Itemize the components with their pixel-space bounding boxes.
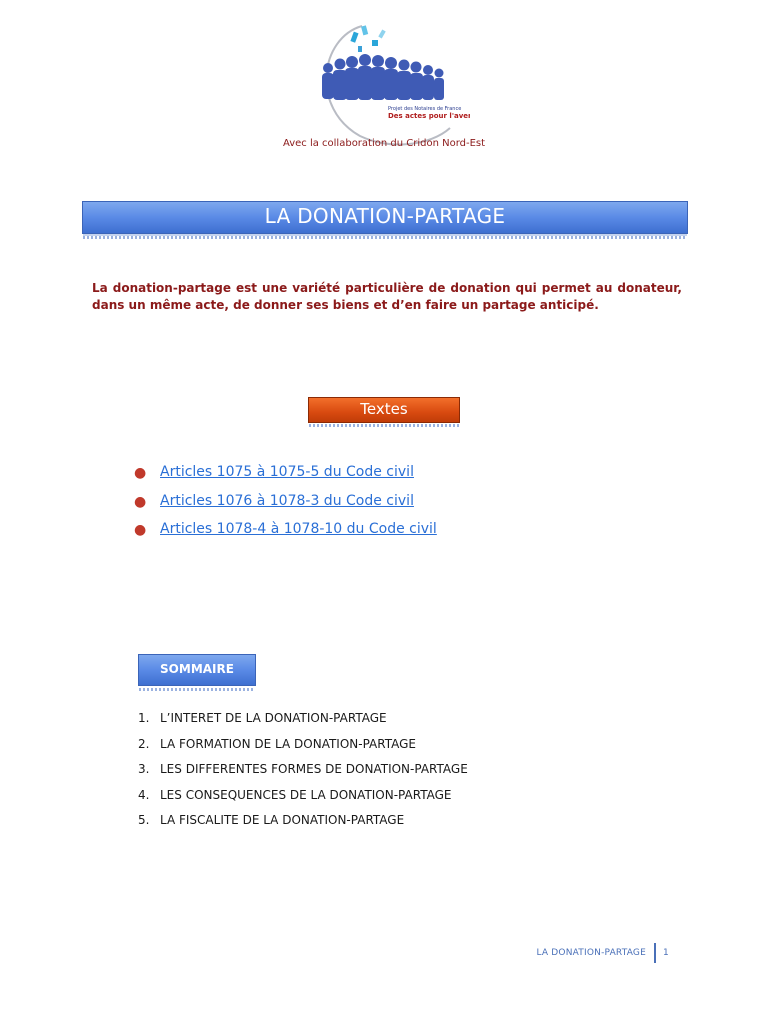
toc-item — [138, 788, 468, 814]
toc-number: 1. — [138, 711, 150, 725]
bullet-icon: ● — [134, 522, 147, 538]
logo-line2: Des actes pour l'avenir — [388, 112, 470, 120]
textes-heading: Textes — [308, 397, 460, 423]
toc-label: LA FISCALITE DE LA DONATION-PARTAGE — [160, 813, 405, 827]
page-number: 1 — [663, 948, 669, 958]
link-articles-1078[interactable]: Articles 1078-4 à 1078-10 du Code civil — [160, 521, 437, 537]
toc-item — [138, 813, 468, 839]
footer-title: LA DONATION-PARTAGE — [536, 948, 646, 958]
toc-number: 3. — [138, 762, 150, 776]
bullet-icon: ● — [134, 465, 147, 481]
table-of-contents — [138, 711, 468, 839]
collaboration-note: Avec la collaboration du Cridon Nord-Est — [282, 138, 486, 149]
toc-label: LA FORMATION DE LA DONATION-PARTAGE — [160, 736, 417, 751]
toc-item — [138, 711, 468, 737]
footer-divider — [654, 943, 656, 963]
toc-item — [138, 762, 468, 788]
link-articles-1075[interactable]: Articles 1075 à 1075-5 du Code civil — [160, 464, 414, 480]
people-group-icon — [300, 18, 470, 150]
toc-number: 5. — [138, 813, 150, 827]
logo-line1: Projet des Notaires de France — [388, 106, 462, 112]
notaires-logo — [300, 18, 470, 150]
toc-number: 4. — [138, 787, 150, 802]
intro-paragraph: La donation-partage est une variété particulière de donation qui permet au donateur, dans un même acte, de donner ses biens et d’en faire un partage anticipé. — [92, 281, 682, 312]
toc-number: 2. — [138, 736, 150, 751]
toc-label: LES DIFFERENTES FORMES DE DONATION-PARTAGE — [160, 762, 468, 776]
page-title: LA DONATION-PARTAGE — [82, 201, 688, 234]
link-articles-1076[interactable]: Articles 1076 à 1078-3 du Code civil — [160, 492, 414, 509]
toc-label: L’INTERET DE LA DONATION-PARTAGE — [160, 711, 387, 725]
bullet-icon: ● — [134, 493, 147, 510]
sommaire-heading: SOMMAIRE — [138, 654, 256, 686]
toc-label: LES CONSEQUENCES DE LA DONATION-PARTAGE — [160, 787, 452, 802]
toc-item — [138, 737, 468, 763]
